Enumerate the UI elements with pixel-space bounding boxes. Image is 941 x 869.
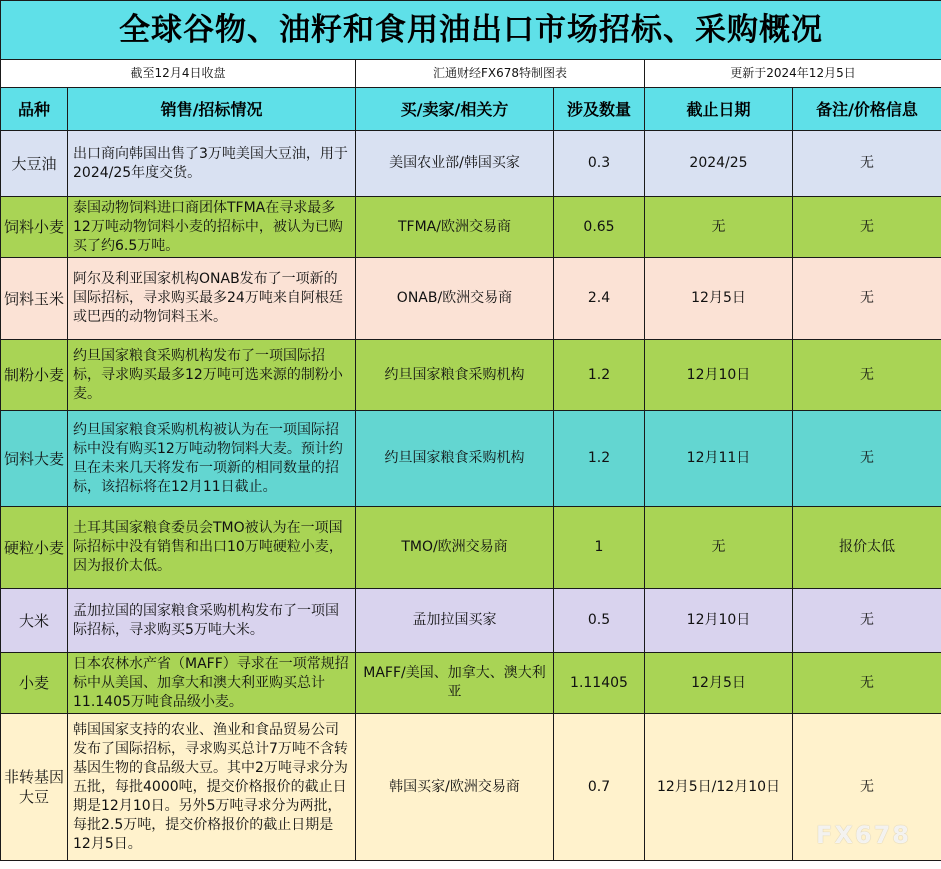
tender-description: 阿尔及利亚国家机构ONAB发布了一项新的国际招标，寻求购买最多24万吨来自阿根廷或巴西的动物饲料玉米。 (68, 258, 356, 340)
deadline-cell: 12月10日 (645, 589, 793, 653)
table-row (1, 258, 941, 340)
table-row (1, 340, 941, 411)
quantity-cell: 0.5 (554, 589, 645, 653)
tender-description: 土耳其国家粮食委员会TMO被认为在一项国际招标中没有销售和出口10万吨硬粒小麦，因为报价太低。 (68, 507, 356, 589)
fx678-watermark: FX678 (816, 821, 911, 849)
deadline-cell: 12月11日 (645, 411, 793, 507)
column-header-parties: 买/卖家/相关方 (356, 88, 554, 131)
note-cell: 无 (793, 258, 941, 340)
updated-date-note: 更新于2024年12月5日 (645, 60, 941, 88)
party-cell: 约旦国家粮食采购机构 (356, 411, 554, 507)
subheader-row (1, 60, 941, 88)
note-cell: 无 (793, 197, 941, 258)
tender-description: 出口商向韩国出售了3万吨美国大豆油，用于2024/25年度交货。 (68, 131, 356, 197)
deadline-cell: 2024/25 (645, 131, 793, 197)
column-header-tender-status: 销售/招标情况 (68, 88, 356, 131)
commodity-name: 饲料小麦 (1, 197, 68, 258)
column-header-notes: 备注/价格信息 (793, 88, 941, 131)
deadline-cell: 12月5日/12月10日 (645, 714, 793, 861)
chart-source-note: 汇通财经FX678特制图表 (356, 60, 645, 88)
table-row (1, 197, 941, 258)
note-cell: 无 (793, 653, 941, 714)
table-row (1, 411, 941, 507)
party-cell: TFMA/欧洲交易商 (356, 197, 554, 258)
party-cell: 约旦国家粮食采购机构 (356, 340, 554, 411)
data-cutoff-note: 截至12月4日收盘 (1, 60, 356, 88)
note-cell: 无 (793, 411, 941, 507)
party-cell: ONAB/欧洲交易商 (356, 258, 554, 340)
table-row (1, 589, 941, 653)
column-header-row (1, 88, 941, 131)
commodity-name: 饲料大麦 (1, 411, 68, 507)
quantity-cell: 1.2 (554, 340, 645, 411)
quantity-cell: 0.65 (554, 197, 645, 258)
quantity-cell: 0.3 (554, 131, 645, 197)
note-cell: 无 (793, 131, 941, 197)
quantity-cell: 1.11405 (554, 653, 645, 714)
title-row (1, 1, 941, 60)
tender-description: 韩国国家支持的农业、渔业和食品贸易公司发布了国际招标，寻求购买总计7万吨不含转基因生物的食品级大豆。其中2万吨寻求分为五批，每批4000吨，提交价格报价的截止日期是12月10日。另外5万吨寻求分为两批，每批2.5万吨，提交价格报价的截止日期是12月5日。 (68, 714, 356, 861)
table-row (1, 714, 941, 861)
party-cell: MAFF/美国、加拿大、澳大利亚 (356, 653, 554, 714)
tender-description: 约旦国家粮食采购机构发布了一项国际招标，寻求购买最多12万吨可选来源的制粉小麦。 (68, 340, 356, 411)
commodity-name: 硬粒小麦 (1, 507, 68, 589)
table-row (1, 653, 941, 714)
tender-description: 日本农林水产省（MAFF）寻求在一项常规招标中从美国、加拿大和澳大利亚购买总计11.1405万吨食品级小麦。 (68, 653, 356, 714)
party-cell: 孟加拉国买家 (356, 589, 554, 653)
column-header-quantity: 涉及数量 (554, 88, 645, 131)
deadline-cell: 无 (645, 507, 793, 589)
page-title: 全球谷物、油籽和食用油出口市场招标、采购概况 (1, 1, 941, 60)
deadline-cell: 12月10日 (645, 340, 793, 411)
party-cell: 韩国买家/欧洲交易商 (356, 714, 554, 861)
note-cell: 无 (793, 340, 941, 411)
note-cell: 无 (793, 714, 941, 861)
note-cell: 无 (793, 589, 941, 653)
party-cell: TMO/欧洲交易商 (356, 507, 554, 589)
commodity-name: 小麦 (1, 653, 68, 714)
party-cell: 美国农业部/韩国买家 (356, 131, 554, 197)
quantity-cell: 0.7 (554, 714, 645, 861)
table-row (1, 507, 941, 589)
tender-description: 泰国动物饲料进口商团体TFMA在寻求最多12万吨动物饲料小麦的招标中，被认为已购买了约6.5万吨。 (68, 197, 356, 258)
commodity-name: 大米 (1, 589, 68, 653)
deadline-cell: 12月5日 (645, 258, 793, 340)
commodity-name: 大豆油 (1, 131, 68, 197)
quantity-cell: 1 (554, 507, 645, 589)
commodity-name: 饲料玉米 (1, 258, 68, 340)
commodity-name: 制粉小麦 (1, 340, 68, 411)
column-header-deadline: 截止日期 (645, 88, 793, 131)
commodity-name: 非转基因大豆 (1, 714, 68, 861)
deadline-cell: 无 (645, 197, 793, 258)
quantity-cell: 2.4 (554, 258, 645, 340)
note-cell: 报价太低 (793, 507, 941, 589)
table-row (1, 131, 941, 197)
column-header-variety: 品种 (1, 88, 68, 131)
tender-description: 约旦国家粮食采购机构被认为在一项国际招标中没有购买12万吨动物饲料大麦。预计约旦在未来几天将发布一项新的相同数量的招标，该招标将在12月11日截止。 (68, 411, 356, 507)
quantity-cell: 1.2 (554, 411, 645, 507)
tender-description: 孟加拉国的国家粮食采购机构发布了一项国际招标，寻求购买5万吨大米。 (68, 589, 356, 653)
deadline-cell: 12月5日 (645, 653, 793, 714)
